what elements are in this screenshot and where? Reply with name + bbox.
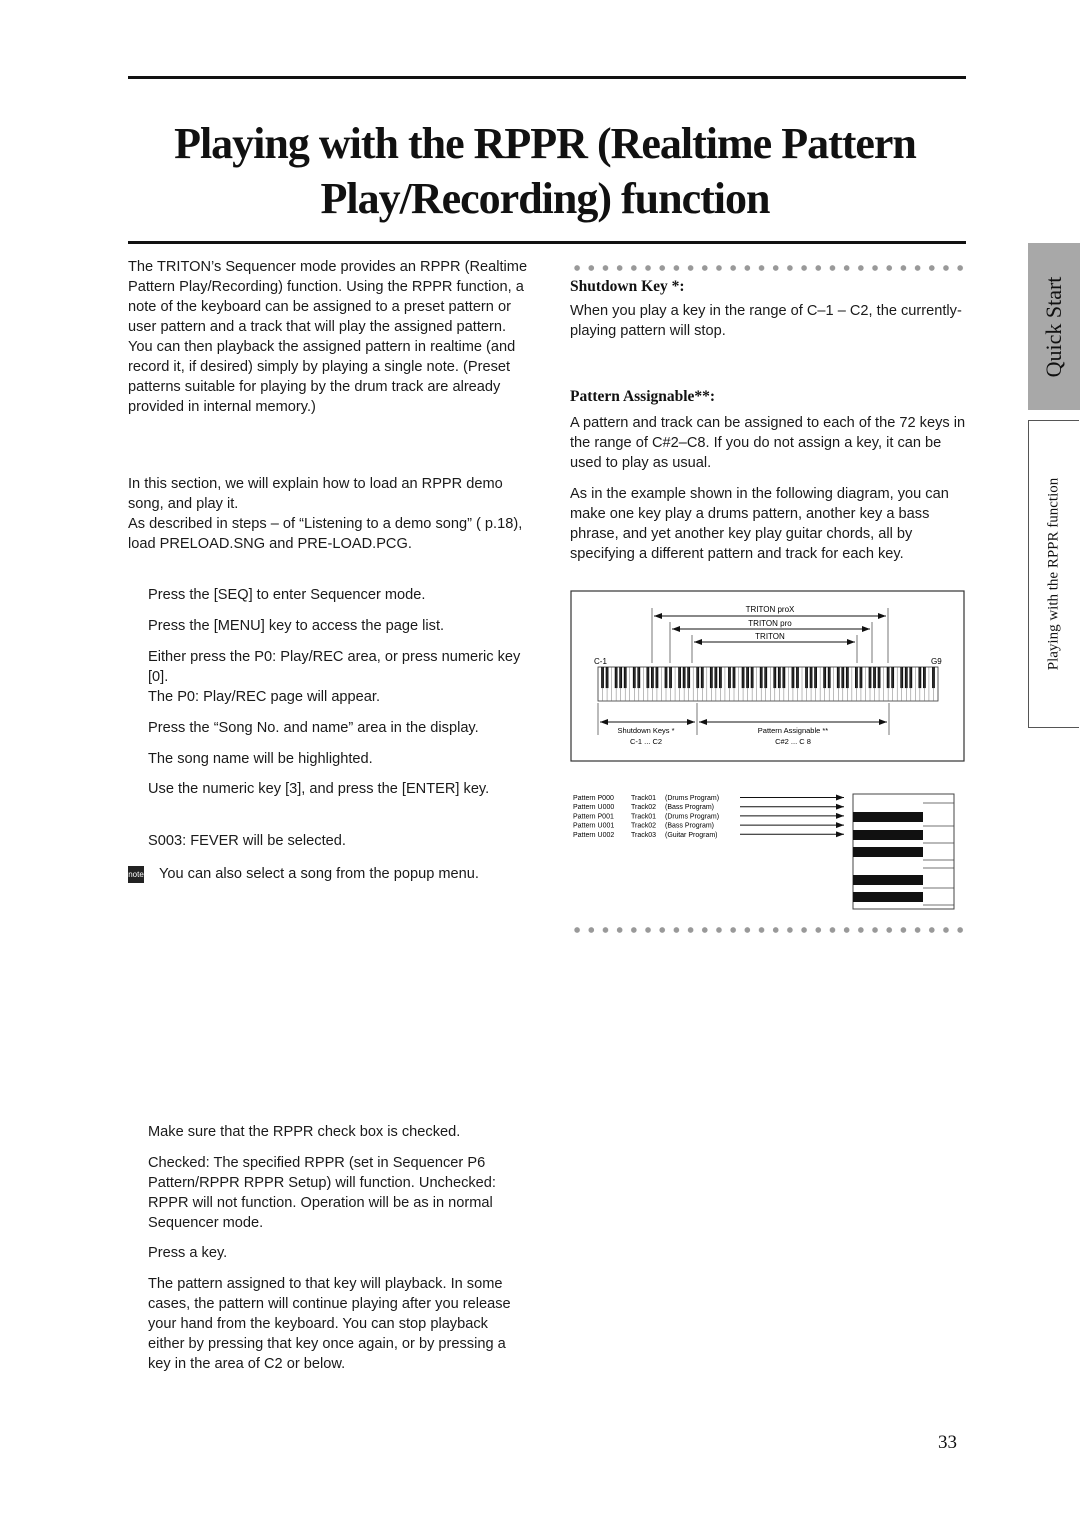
- page-title-line2: Play/Recording) function: [320, 174, 770, 223]
- assignment-track: Track02: [631, 804, 657, 812]
- shutdown-range: C-1 ... C2: [629, 737, 663, 746]
- assignment-program: (Bass Program): [665, 822, 715, 830]
- assignment-pattern: Pattern P000: [573, 795, 614, 802]
- note-icon: note: [128, 866, 144, 883]
- assignable-label: Pattern Assignable **: [757, 726, 829, 735]
- assignment-track: Track01: [631, 795, 657, 802]
- dotted-divider: [570, 926, 968, 934]
- shutdown-heading: Shutdown Key *:: [570, 278, 685, 295]
- step-text: Press the [SEQ] to enter Sequencer mode.: [148, 587, 426, 603]
- shutdown-label: Shutdown Keys *: [617, 726, 675, 735]
- black-key: [853, 812, 923, 822]
- step-text: Either press the P0: Play/REC area, or press numeric key [0].: [148, 649, 521, 685]
- assignment-diagram: [573, 795, 844, 839]
- assignment-pattern: Pattern U002: [573, 831, 615, 839]
- low-key-label: C-1: [594, 657, 607, 666]
- step-result: Checked: The specified RPPR (set in Sequencer P6 Pattern/RPPR RPPR Setup) will function. Unchecked: RPPR will not function. Operation will be as in normal Sequencer mode.: [148, 1155, 496, 1231]
- assignment-pattern: Pattern P001: [573, 813, 614, 821]
- assignment-program: (Bass Program): [665, 804, 715, 812]
- intro-paragraph: The TRITON’s Sequencer mode provides an RPPR (Realtime Pattern Play/Recording) function. Using the RPPR function, a note of the keyboard can be assigned to a preset pattern or user pattern and a track that will play the assigned pattern. You can then playback the assigned pattern in realtime (and record it, if desired) simply by playing a single note. (Preset patterns suitable for playing by the drum track are already provided in internal memory.): [128, 259, 528, 415]
- step-text: Press a key.: [148, 1245, 228, 1261]
- assignable-heading: Pattern Assignable**:: [570, 388, 716, 405]
- step-text: Press the [MENU] key to access the page list.: [148, 618, 445, 634]
- assignment-track: Track02: [631, 822, 657, 830]
- black-key: [853, 847, 923, 857]
- shutdown-text: When you play a key in the range of C–1 – C2, the currently-playing pattern will stop.: [570, 303, 962, 339]
- note-text: You can also select a song from the popup menu.: [159, 866, 479, 882]
- black-key: [853, 875, 923, 885]
- step-text: Press the “Song No. and name” area in the display.: [148, 720, 479, 736]
- page-title-line1: Playing with the RPPR (Realtime Pattern: [174, 119, 916, 168]
- step-text: Use the numeric key [3], and press the [ENTER] key.: [148, 781, 490, 797]
- high-key-label: G9: [931, 657, 942, 666]
- page-number: 33: [938, 1432, 957, 1453]
- assignment-pattern: Pattern U000: [573, 804, 615, 812]
- black-key: [853, 892, 923, 902]
- quick-start-label: Quick Start: [1041, 276, 1066, 377]
- step-result: The pattern assigned to that key will playback. In some cases, the pattern will continue playing after you release your hand from the keyboard. You can stop playback either by pressing that key once again, or by pressing a key in the area of C2 or below.: [148, 1276, 511, 1372]
- example-text: As in the example shown in the following diagram, you can make one key play a drums pattern, another key a bass phrase, and yet another key play guitar chords, all by specifying a different pattern and track for each key.: [570, 486, 949, 562]
- assignment-track: Track03: [631, 831, 657, 839]
- intro-paragraph-2: In this section, we will explain how to load an RPPR demo song, and play it.: [128, 476, 503, 512]
- intro-paragraph-3: As described in steps – of “Listening to a demo song” ( p.18), load PRELOAD.SNG and PRE-LOAD.PCG.: [128, 516, 523, 552]
- assignment-pattern: Pattern U001: [573, 822, 615, 830]
- assignment-program: (Drums Program): [665, 795, 720, 802]
- step-result: S003: FEVER will be selected.: [148, 833, 346, 849]
- range-label: TRITON: [755, 632, 785, 641]
- assignment-program: (Drums Program): [665, 813, 720, 821]
- step-result: The P0: Play/REC page will appear.: [148, 689, 381, 705]
- assignable-range: C#2 ... C 8: [775, 737, 811, 746]
- assignment-program: (Guitar Program): [665, 831, 718, 839]
- range-label: TRITON pro: [748, 619, 792, 628]
- section-label: Playing with the RPPR function: [1045, 477, 1062, 671]
- keyboard: [598, 667, 938, 701]
- assignable-text: A pattern and track can be assigned to each of the 72 keys in the range of C#2–C8. If you do not assign a key, it can be used to play as usual.: [570, 415, 966, 471]
- range-label: TRITON proX: [745, 605, 795, 614]
- step-text: Make sure that the RPPR check box is checked.: [148, 1124, 461, 1140]
- assignment-track: Track01: [631, 813, 657, 821]
- black-key: [853, 830, 923, 840]
- step-result: The song name will be highlighted.: [148, 751, 373, 767]
